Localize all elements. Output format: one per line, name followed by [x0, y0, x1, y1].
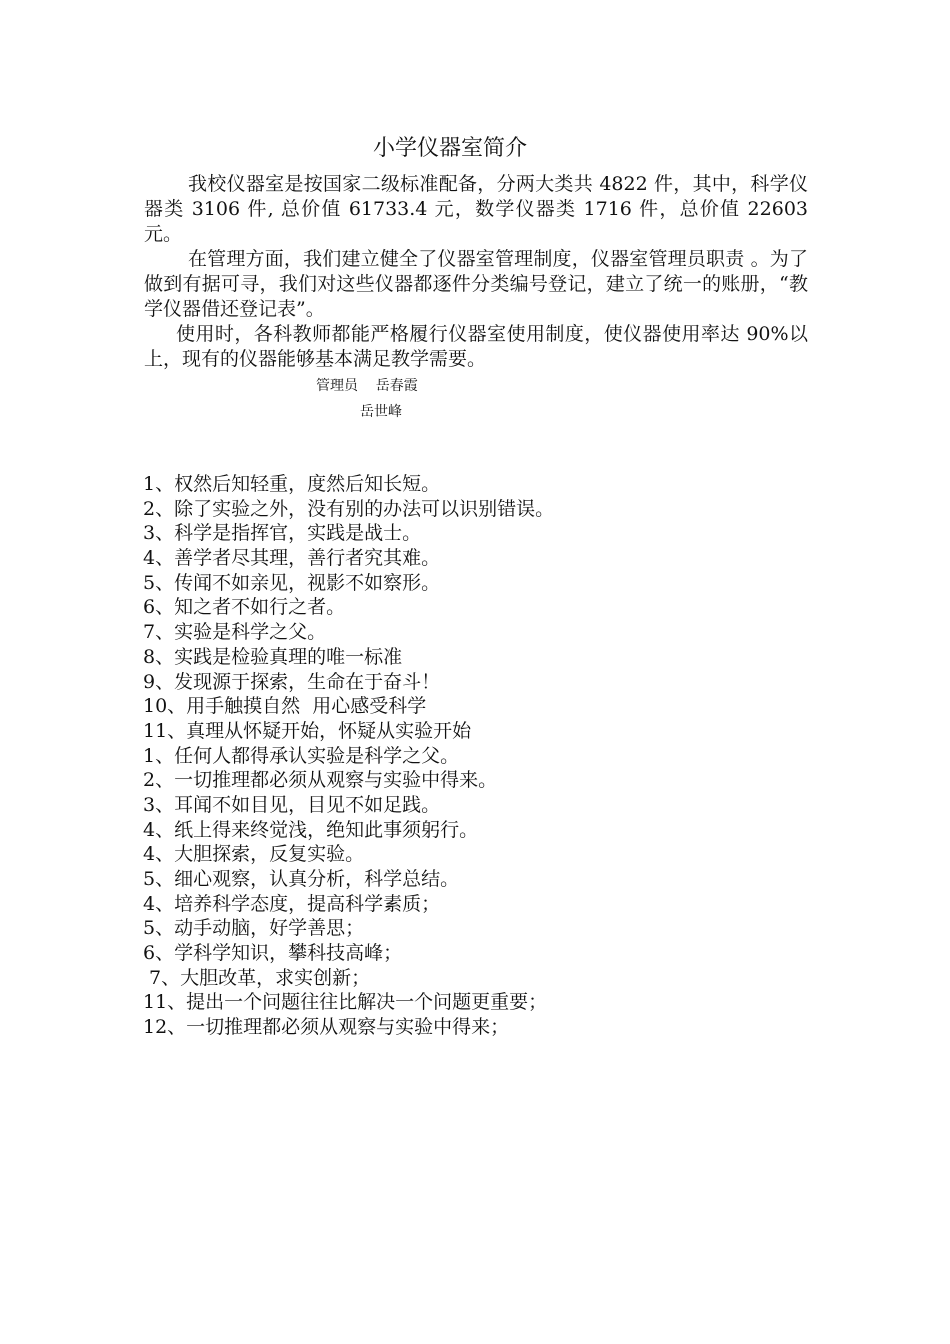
quote-item: 6、学科学知识，攀科技高峰；	[143, 942, 403, 965]
quote-item: 7、大胆改革，求实创新；	[143, 966, 371, 989]
document-title: 小学仪器室简介	[372, 136, 527, 161]
quote-item: 6、知之者不如行之者。	[143, 596, 346, 619]
quote-item: 11、真理从怀疑开始，怀疑从实验开始	[143, 719, 472, 742]
quote-item: 3、耳闻不如目见，目见不如足践。	[143, 793, 441, 816]
quote-item: 5、动手动脑，好学善思；	[143, 917, 365, 940]
management-paragraph: 在管理方面，我们建立健全了仪器室管理制度，仪器室管理员职责 。为了做到有据可寻，我们对这些仪器都逐件分类编号登记，建立了统一的账册，“教学仪器借还登记表”。	[144, 248, 808, 320]
intro-section	[144, 172, 808, 372]
quote-item: 1、任何人都得承认实验是科学之父。	[143, 744, 460, 767]
quote-item: 1、权然后知轻重，度然后知长短。	[143, 473, 441, 495]
quote-item: 10、用手触摸自然 用心感受科学	[143, 695, 427, 718]
quote-item: 7、实验是科学之父。	[143, 621, 327, 644]
quote-item: 2、除了实验之外，没有别的办法可以识别错误。	[143, 497, 555, 520]
quote-item: 2、一切推理都必须从观察与实验中得来。	[143, 769, 498, 792]
quote-item: 4、纸上得来终觉浅，绝知此事须躬行。	[143, 818, 479, 841]
intro-paragraph: 我校仪器室是按国家二级标准配备，分两大类共 4822 件，其中，科学仪器类 3106 件, 总价值 61733.4 元，数学仪器类 1716 件，总价值 22603 元。	[144, 173, 808, 245]
quote-item: 12、一切推理都必须从观察与实验中得来；	[143, 1016, 510, 1039]
quote-item: 9、发现源于探索，生命在于奋斗！	[143, 670, 441, 693]
quote-item: 11、提出一个问题往往比解决一个问题更重要；	[143, 991, 548, 1014]
quote-item: 5、传闻不如亲见，视影不如察形。	[143, 571, 441, 594]
quote-item: 3、科学是指挥官，实践是战士。	[143, 522, 422, 545]
quote-item: 4、培养科学态度，提高科学素质；	[143, 892, 441, 915]
quote-item: 4、大胆探索，反复实验。	[143, 843, 365, 866]
usage-paragraph: 使用时，各科教师都能严格履行仪器室使用制度，使仪器使用率达 90%以上，现有的仪器能够基本满足教学需要。	[144, 323, 808, 370]
quote-list	[143, 472, 823, 1040]
signature-administrator: 管理员 岳春霞	[316, 378, 418, 394]
quote-item: 8、实践是检验真理的唯一标准	[143, 645, 403, 668]
quote-item: 5、细心观察，认真分析，科学总结。	[143, 868, 460, 890]
quote-item: 4、善学者尽其理，善行者究其难。	[143, 547, 441, 570]
signature-second-name: 岳世峰	[360, 404, 402, 420]
